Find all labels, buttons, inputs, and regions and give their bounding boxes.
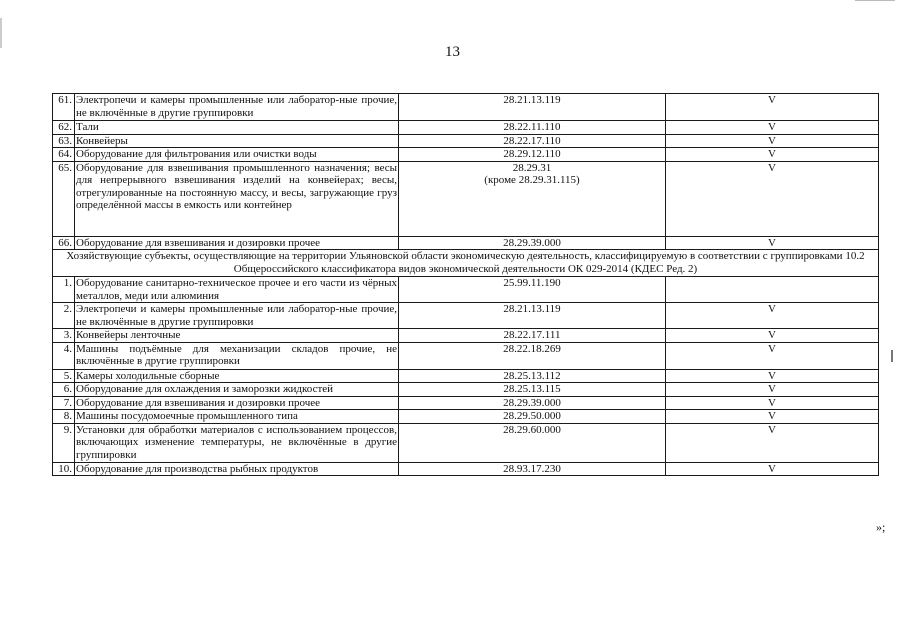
okpd-code-value: 25.99.11.190 [503,277,561,289]
section-header: Хозяйствующие субъекты, осуществляющие на территории Ульяновской области экономическую деятельность, классифицируемую в соответствии с группировками 10.2 Общероссийского классификатора видов экономической деятельности ОК 029-2014 (КДЕС Ред. 2) [53,250,879,277]
equipment-name: Установки для обработки материалов с использованием процессов, включающих изменение температуры, не включённые в другие группировки [76,423,397,461]
okpd-code-value: 28.29.39.000 [503,396,561,409]
equipment-name: Машины подъёмные для механизации складов прочие, не включённые в другие группировки [76,342,397,367]
row-number: 62. [53,121,75,135]
okpd-code [399,342,666,369]
okpd-code-value: 28.29.50.000 [503,410,561,422]
equipment-name: Оборудование для производства рыбных продуктов [75,462,399,476]
applicability-mark [666,277,879,303]
equipment-name: Оборудование для взвешивания и дозировки прочее [75,396,399,410]
row-number: 6. [53,383,75,397]
okpd-code-value: 28.22.17.110 [503,134,561,147]
applicability-mark: V [666,148,879,162]
okpd-code [399,303,666,329]
table-row [53,303,879,329]
applicability-mark: V [666,236,879,250]
okpd-code-exception: (кроме 28.29.31.115) [484,174,580,186]
scan-edge-mark [855,0,895,1]
equipment-name: Оборудование для фильтрования или очистки воды [75,148,399,162]
equipment-name: Электропечи и камеры промышленные или лаборатор-ные прочие, не включённые в другие группировки [76,303,397,328]
okpd-code [399,94,666,121]
row-number: 65. [53,161,75,236]
okpd-code-value: 28.29.12.110 [503,148,561,160]
row-number: 4. [53,342,75,369]
scan-edge-mark [891,350,899,362]
table-row [53,121,879,135]
applicability-mark: V [666,396,879,410]
okpd-code-value: 28.29.31 [512,161,552,174]
okpd-code-value: 28.22.18.269 [503,342,561,355]
row-number: 7. [53,396,75,410]
equipment-name: Оборудование для взвешивания и дозировки прочее [75,236,399,250]
applicability-mark: V [666,462,879,476]
row-number: 64. [53,148,75,162]
okpd-code-value: 28.25.13.115 [503,383,561,395]
okpd-code [399,396,666,410]
applicability-mark: V [666,121,879,135]
okpd-code [399,148,666,162]
equipment-name: Камеры холодильные сборные [75,369,399,383]
page-number: 13 [445,44,460,60]
equipment-name: Тали [75,121,399,135]
equipment-name: Машины посудомоечные промышленного типа [75,410,399,424]
applicability-mark: V [666,410,879,424]
equipment-name: Оборудование для охлаждения и заморозки жидкостей [75,383,399,397]
okpd-code [399,277,666,303]
row-number: 61. [53,94,75,121]
okpd-code [399,383,666,397]
equipment-name: Конвейеры [75,134,399,148]
okpd-code-value: 28.93.17.230 [503,462,561,475]
row-number: 9. [53,423,75,462]
applicability-mark: V [666,369,879,383]
section-header-row [53,250,879,277]
okpd-code [399,423,666,462]
table-row [53,369,879,383]
applicability-mark: V [666,329,879,343]
classification-table-wrapper [52,93,878,476]
row-number: 8. [53,410,75,424]
applicability-mark: V [666,423,879,462]
table-row [53,148,879,162]
okpd-code-value: 28.22.17.111 [503,329,561,341]
table-row [53,236,879,250]
table-row [53,161,879,236]
applicability-mark: V [666,383,879,397]
okpd-code [399,329,666,343]
applicability-mark: V [666,94,879,121]
okpd-code-value: 28.22.11.110 [503,121,561,133]
okpd-code [399,462,666,476]
applicability-mark: V [666,303,879,329]
table-row [53,134,879,148]
okpd-code-value: 28.21.13.119 [503,303,561,315]
okpd-code [399,134,666,148]
row-number: 63. [53,134,75,148]
equipment-name: Оборудование санитарно-техническое прочее и его части из чёрных металлов, меди или алюминия [76,277,397,302]
okpd-code [399,121,666,135]
okpd-code-value: 28.21.13.119 [503,94,561,106]
okpd-code [399,410,666,424]
table-row [53,423,879,462]
closing-quote: »; [876,520,886,534]
okpd-code [399,369,666,383]
equipment-name: Оборудование для взвешивания промышленного назначения; весы для непрерывного взвешивания изделий на конвейерах; весы, отрегулированные на постоянную массу, и весы, загружающие груз определённой массы в емкость или контейнер [75,161,399,236]
table-row [53,342,879,369]
classification-table [52,93,879,476]
table-row [53,410,879,424]
row-number: 1. [53,277,75,303]
row-number: 2. [53,303,75,329]
table-row [53,94,879,121]
table-row [53,277,879,303]
equipment-name: Конвейеры ленточные [75,329,399,343]
applicability-mark: V [666,161,879,236]
table-row [53,383,879,397]
row-number: 66. [53,236,75,250]
row-number: 5. [53,369,75,383]
okpd-code-value: 28.29.60.000 [503,423,561,436]
equipment-name: Электропечи и камеры промышленные или лаборатор-ные прочие, не включённые в другие группировки [76,94,397,119]
row-number: 3. [53,329,75,343]
table-row [53,329,879,343]
table-row [53,462,879,476]
okpd-code-value: 28.29.39.000 [503,236,561,249]
okpd-code [399,161,666,236]
table-row [53,396,879,410]
okpd-code [399,236,666,250]
row-number: 10. [53,462,75,476]
applicability-mark: V [666,134,879,148]
applicability-mark: V [666,342,879,369]
okpd-code-value: 28.25.13.112 [503,369,561,382]
